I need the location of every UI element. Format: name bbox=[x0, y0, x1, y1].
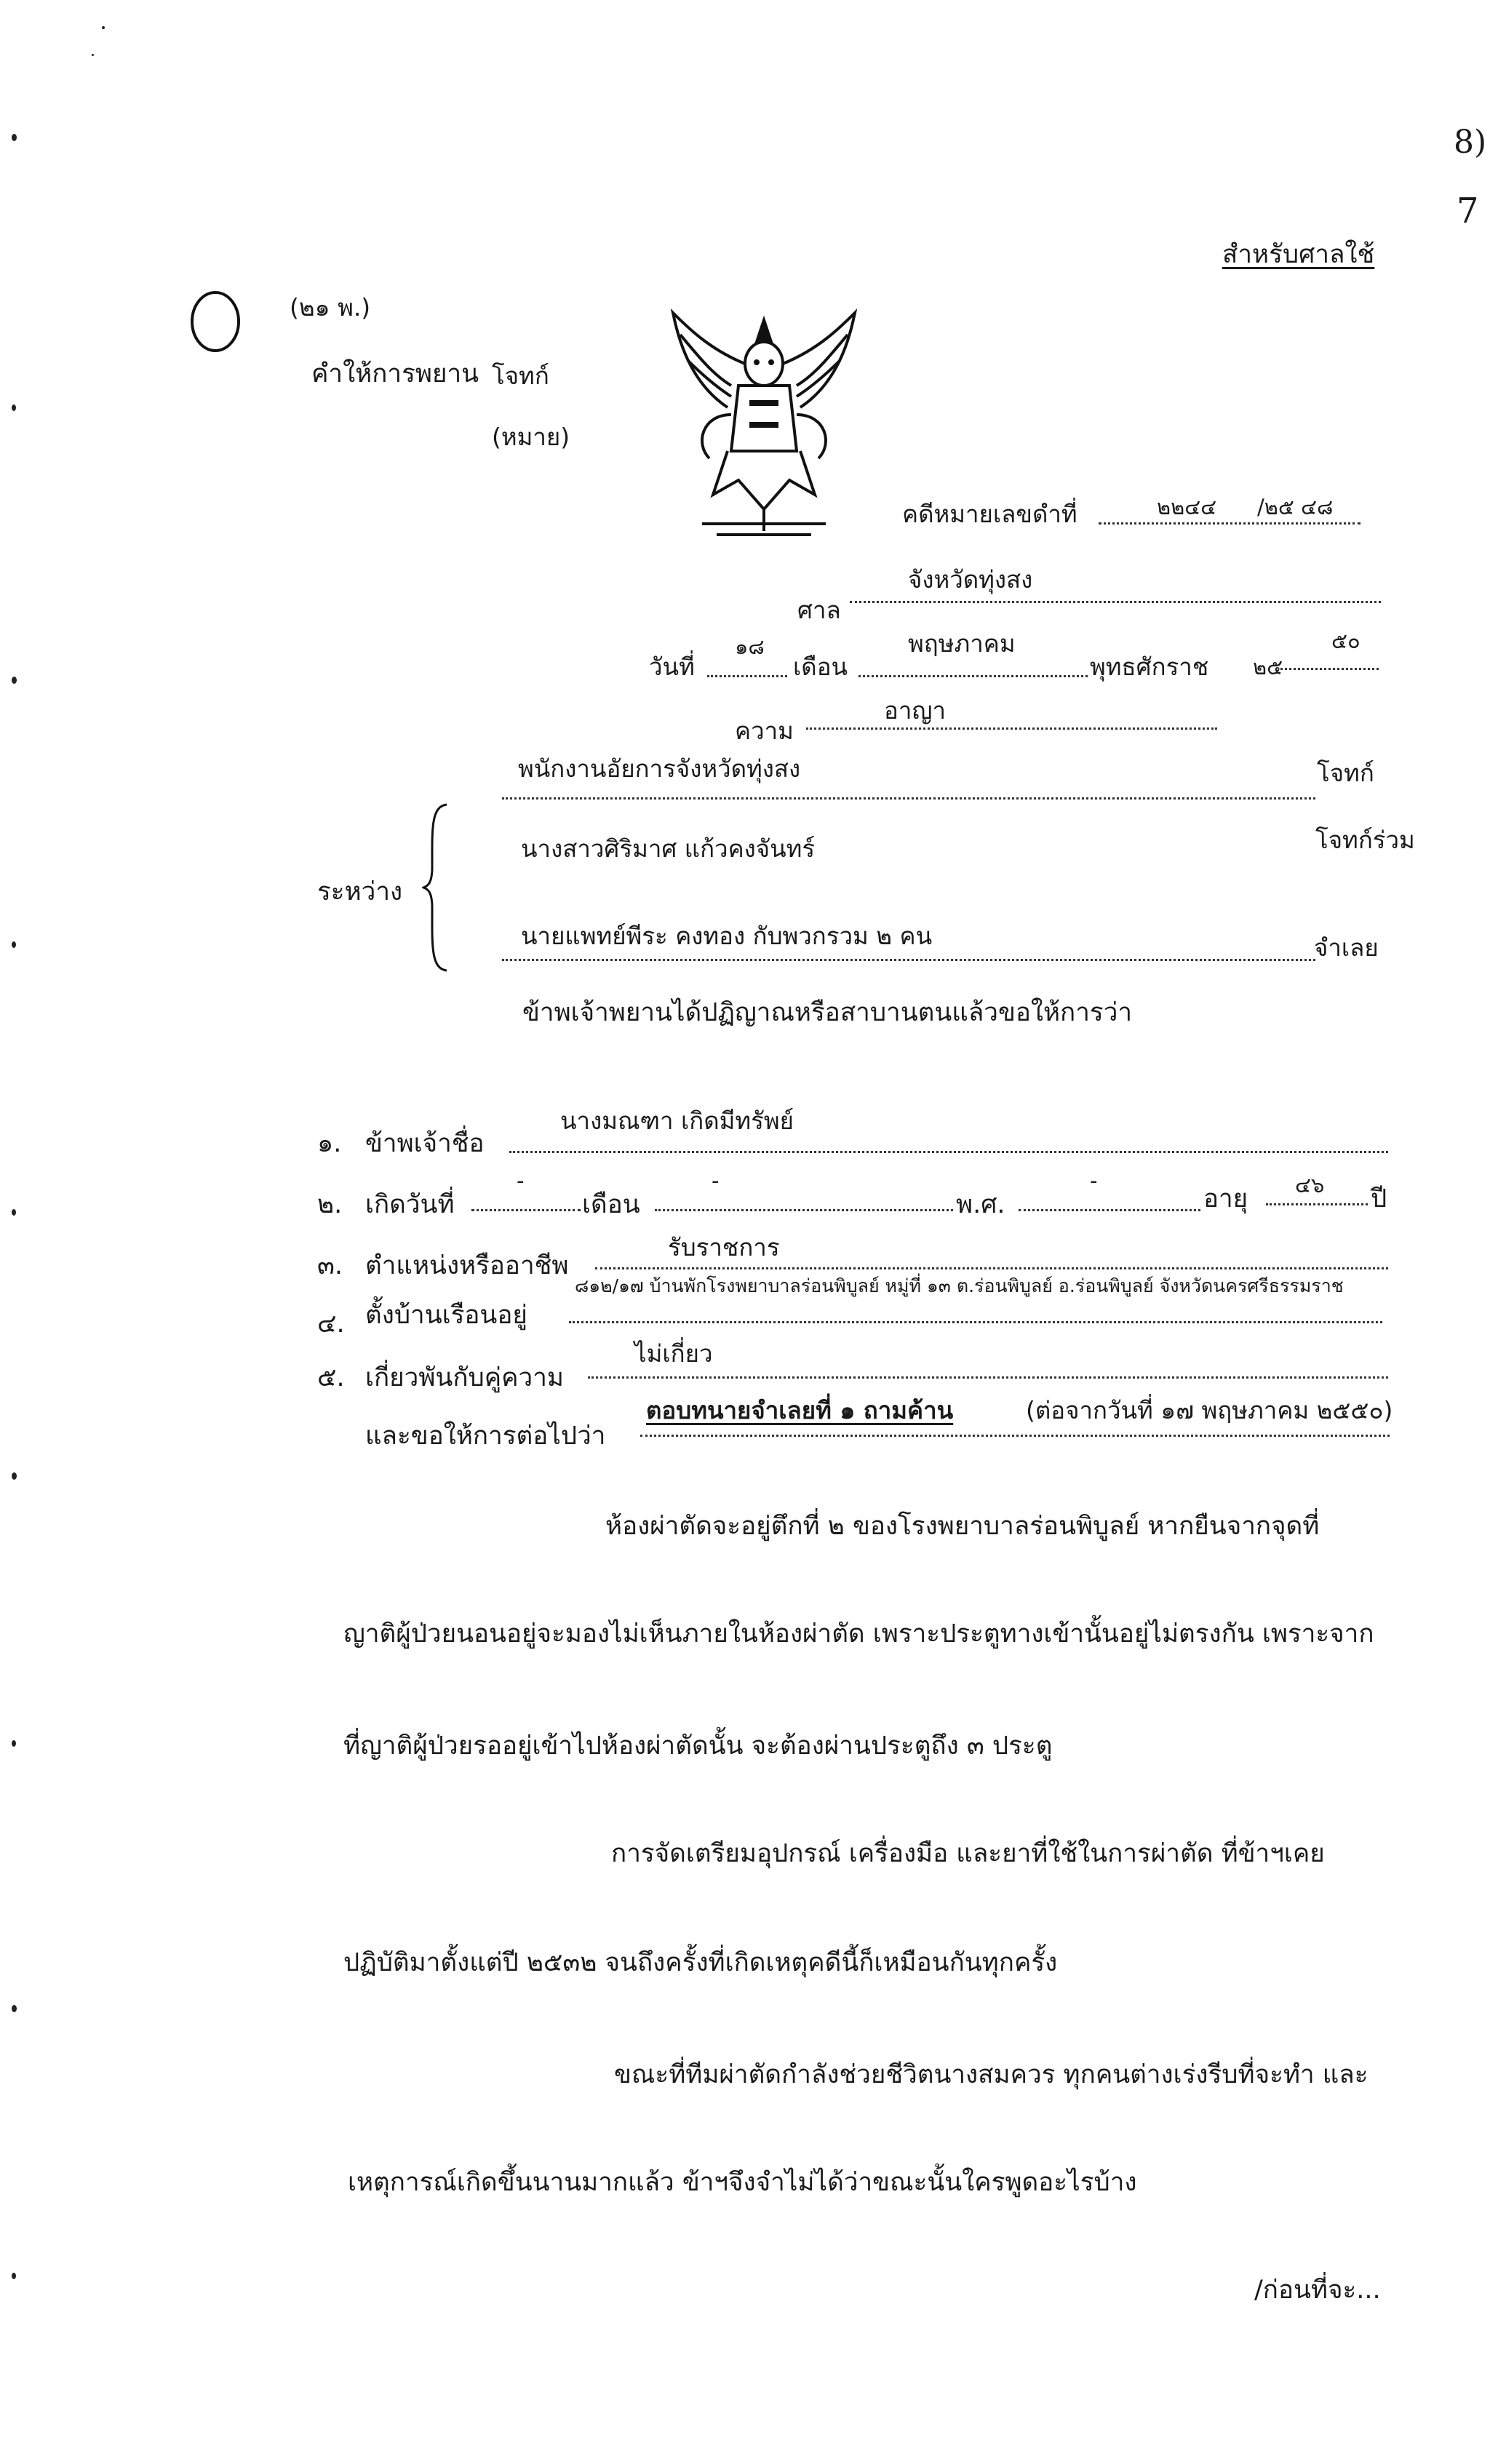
date-month: พฤษภาคม bbox=[908, 629, 1016, 658]
scan-speck bbox=[12, 134, 17, 141]
item-4-number: ๔. bbox=[317, 1309, 345, 1339]
case-number: ๒๒๔๔ bbox=[1157, 495, 1217, 519]
age-unit: ปี bbox=[1371, 1184, 1387, 1213]
testimony-line: การจัดเตรียมอุปกรณ์ เครื่องมือ และยาที่ใช้ในการผ่าตัด ที่ข้าฯเคย bbox=[611, 1839, 1325, 1868]
scan-speck bbox=[12, 1472, 17, 1480]
court-name: จังหวัดทุ่งสง bbox=[908, 565, 1033, 594]
item-1-number: ๑. bbox=[317, 1129, 342, 1158]
testimony-line: ห้องผ่าตัดจะอยู่ตึกที่ ๒ ของโรงพยาบาลร่อนพิบูลย์ หากยืนจากจุดที่ bbox=[605, 1512, 1320, 1541]
birth-month: - bbox=[712, 1168, 720, 1193]
margin-note-number: 7 bbox=[1457, 191, 1479, 231]
scan-speck bbox=[12, 1740, 16, 1747]
scan-speck bbox=[12, 677, 17, 684]
oath-statement: ข้าพเจ้าพยานได้ปฏิญาณหรือสาบานตนแล้วขอให้การว่า bbox=[522, 998, 1133, 1027]
birth-year-label: พ.ศ. bbox=[956, 1190, 1005, 1219]
witness-side: โจทก์ bbox=[492, 362, 549, 390]
co-plaintiff-role: โจทก์ร่วม bbox=[1315, 826, 1415, 854]
defendant-role: จำเลย bbox=[1314, 933, 1379, 962]
item-2-number: ๒. bbox=[317, 1190, 343, 1219]
testimony-line: ปฏิบัติมาตั้งแต่ปี ๒๕๓๒ จนถึงครั้งที่เกิดเหตุคดีนี้ก็เหมือนกันทุกครั้ง bbox=[343, 1948, 1058, 1977]
date-year-suffix: ๕๐ bbox=[1331, 629, 1360, 653]
continue-label: และขอให้การต่อไปว่า bbox=[365, 1422, 606, 1451]
birth-day: - bbox=[517, 1168, 525, 1193]
scan-speck bbox=[12, 1209, 16, 1216]
between-label: ระหว่าง bbox=[317, 877, 403, 906]
document-title: คำให้การพยาน bbox=[311, 359, 479, 388]
relation-label: เกี่ยวพันกับคู่ความ bbox=[365, 1363, 564, 1392]
brace-icon bbox=[422, 802, 451, 973]
occupation-label: ตำแหน่งหรืออาชีพ bbox=[365, 1251, 569, 1280]
matter-label: ความ bbox=[735, 717, 794, 745]
case-number-label: คดีหมายเลขดำที่ bbox=[902, 500, 1077, 528]
address-value: ๘๑๒/๑๗ บ้านพักโรงพยาบาลร่อนพิบูลย์ หมู่ที่ ๑๓ ต.ร่อนพิบูลย์ อ.ร่อนพิบูลย์ จังหวัดนครศรีธรรมราช bbox=[575, 1275, 1344, 1296]
witness-mark: (หมาย) bbox=[492, 423, 570, 451]
plaintiff-name: พนักงานอัยการจังหวัดทุ่งสง bbox=[518, 754, 801, 783]
continued-from-note: (ต่อจากวันที่ ๑๗ พฤษภาคม ๒๕๕๐) bbox=[1026, 1396, 1393, 1424]
court-label: ศาล bbox=[797, 596, 841, 624]
scan-speck bbox=[12, 941, 16, 948]
testimony-line: ขณะที่ทีมผ่าตัดกำลังช่วยชีวิตนางสมควร ทุกคนต่างเร่งรีบที่จะทำ และ bbox=[614, 2060, 1369, 2089]
plaintiff-role: โจทก์ bbox=[1317, 759, 1374, 787]
name-label: ข้าพเจ้าชื่อ bbox=[365, 1129, 485, 1158]
testimony-line: ที่ญาติผู้ป่วยรออยู่เข้าไปห้องผ่าตัดนั้น จะต้องผ่านประตูถึง ๓ ประตู bbox=[343, 1731, 1053, 1761]
hand-drawn-circle-icon bbox=[183, 285, 247, 358]
occupation-value: รับราชการ bbox=[668, 1233, 780, 1261]
scan-speck bbox=[92, 54, 94, 56]
cross-exam-heading: ตอบทนายจำเลยที่ ๑ ถามค้าน bbox=[646, 1396, 954, 1424]
birth-year: - bbox=[1090, 1168, 1098, 1193]
era-label: พุทธศักราช bbox=[1090, 653, 1209, 681]
date-day: ๑๘ bbox=[735, 634, 765, 659]
age-value: ๔๖ bbox=[1295, 1173, 1325, 1197]
scan-speck bbox=[102, 26, 105, 29]
co-plaintiff-name: นางสาวศิริมาศ แก้วคงจันทร์ bbox=[521, 834, 816, 863]
month-label: เดือน bbox=[793, 653, 848, 681]
defendant-name: นายแพทย์พีระ คงทอง กับพวกรวม ๒ คน bbox=[521, 922, 933, 950]
testimony-line: ญาติผู้ป่วยนอนอยู่จะมองไม่เห็นภายในห้องผ่าตัด เพราะประตูทางเข้านั้นอยู่ไม่ตรงกัน เพราะจาก bbox=[343, 1619, 1374, 1648]
scan-speck bbox=[12, 2273, 16, 2279]
form-number: (๒๑ พ.) bbox=[290, 293, 371, 322]
witness-name: นางมณฑา เกิดมีทรัพย์ bbox=[560, 1107, 794, 1135]
address-label: ตั้งบ้านเรือนอยู่ bbox=[365, 1301, 527, 1330]
scan-speck bbox=[12, 404, 16, 411]
case-year: /๒๕ ๔๘ bbox=[1257, 495, 1334, 519]
continuation-marker: /ก่อนที่จะ... bbox=[1254, 2276, 1381, 2305]
date-label: วันที่ bbox=[649, 653, 695, 681]
testimony-line: เหตุการณ์เกิดขึ้นนานมากแล้ว ข้าฯจึงจำไม่ได้ว่าขณะนั้นใครพูดอะไรบ้าง bbox=[348, 2168, 1137, 2197]
matter-value: อาญา bbox=[884, 696, 946, 725]
relation-value: ไม่เกี่ยว bbox=[634, 1339, 713, 1368]
court-use-label: สำหรับศาลใช้ bbox=[1222, 240, 1375, 269]
scan-speck bbox=[12, 2005, 17, 2012]
item-5-number: ๕. bbox=[317, 1363, 345, 1392]
birth-month-label: เดือน bbox=[582, 1190, 640, 1219]
margin-note-page: 8) bbox=[1454, 124, 1487, 161]
item-3-number: ๓. bbox=[317, 1251, 343, 1280]
birth-label: เกิดวันที่ bbox=[365, 1190, 455, 1219]
garuda-emblem-icon bbox=[658, 306, 869, 538]
age-label: อายุ bbox=[1203, 1184, 1248, 1213]
date-year-prefix: ๒๕ bbox=[1253, 655, 1283, 679]
